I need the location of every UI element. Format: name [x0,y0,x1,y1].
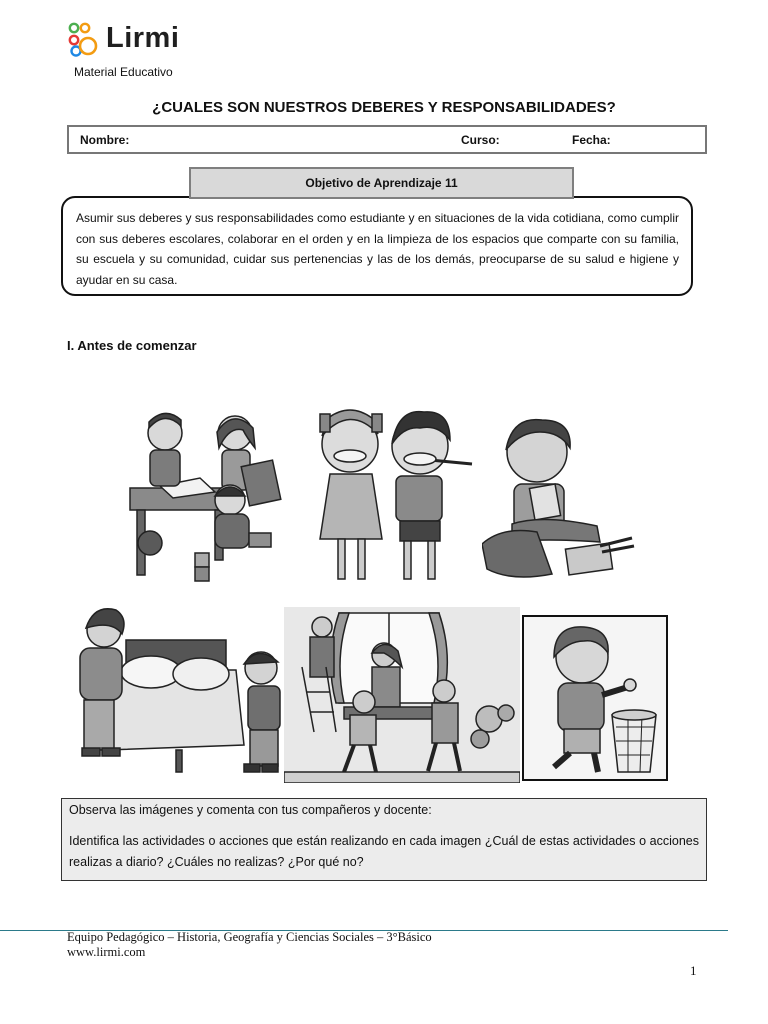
family-cleaning-illustration [284,607,520,783]
section-title: I. Antes de comenzar [67,338,197,353]
boy-school-bag-illustration [482,414,642,584]
date-label: Fecha: [572,133,611,147]
course-label: Curso: [461,133,500,147]
footer-website[interactable]: www.lirmi.com [67,945,146,959]
making-bed-illustration [66,600,286,782]
brushing-teeth-illustration [300,404,478,590]
brand-name: Lirmi [106,22,180,54]
objective-text: Asumir sus deberes y sus responsabilidades como estudiante y en situaciones de la vida cotidiana, como cumplir con sus deberes escolares, colaborar en el orden y en la limpieza de los espacios que comparte con su familia, su escuela y su comunidad, cuidar sus pertenencias y las de los demás, preocuparse de su salud e higiene y ayudar en su casa. [76,211,679,287]
student-info-box[interactable] [67,125,707,154]
observe-instructions-box [61,798,707,881]
footer [67,930,432,960]
brand-subtitle: Material Educativo [74,65,173,79]
footer-credits: Equipo Pedagógico – Historia, Geografía y Ciencias Sociales – 3°Básico [67,930,432,944]
observe-heading: Observa las imágenes y comenta con tus compañeros y docente: [69,803,432,817]
name-label: Nombre: [80,133,130,147]
trash-bin-illustration-frame [522,615,668,781]
observe-questions: Identifica las actividades o acciones que están realizando en cada imagen ¿Cuál de estas actividades o acciones realizas a diario? ¿Cuáles no realizas? ¿Por qué no? [69,834,699,869]
objective-box [61,196,693,296]
lirmi-logo-icon [68,22,102,58]
child-trash-bin-illustration [524,617,666,779]
objective-header: Objetivo de Aprendizaje 11 [189,167,574,199]
children-studying-illustration [125,408,295,588]
page-number: 1 [690,963,697,978]
worksheet-title: ¿CUALES SON NUESTROS DEBERES Y RESPONSABILIDADES? [152,99,616,116]
